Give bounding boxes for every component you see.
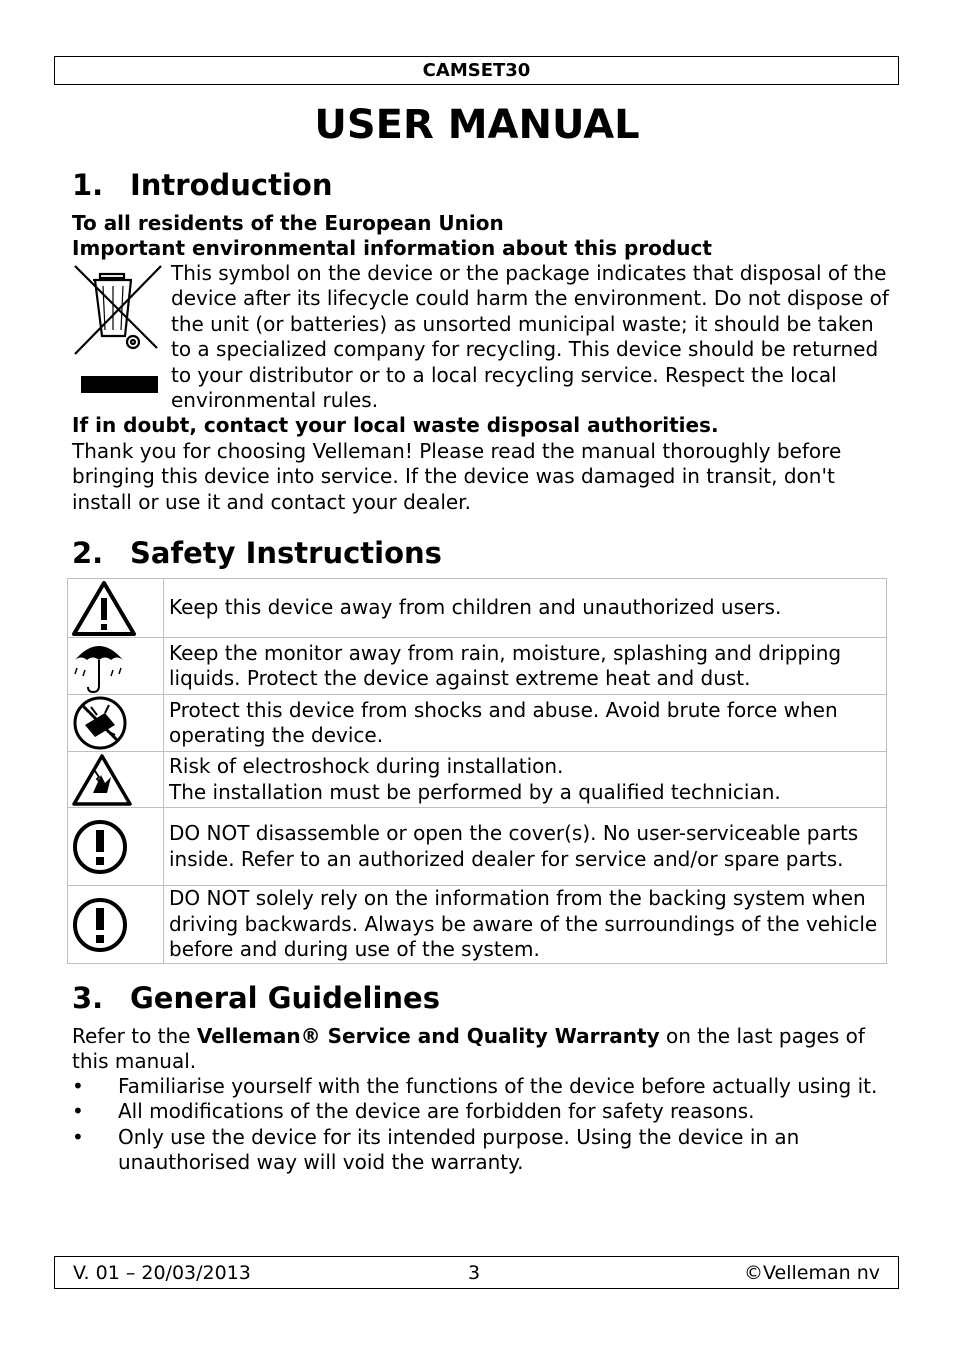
warranty-paragraph <box>72 1024 892 1075</box>
footer-copyright: ©Velleman nv <box>744 1262 880 1284</box>
list-item-text: All modifications of the device are forbidden for safety reasons. <box>118 1099 755 1124</box>
header-model: CAMSET30 <box>54 56 899 85</box>
section-title: General Guidelines <box>130 981 440 1015</box>
list-item <box>72 1074 892 1099</box>
safety-icon-cell <box>68 695 164 752</box>
eu-residents-subheading: To all residents of the European Union <box>72 211 504 235</box>
section-number: 2. <box>72 536 104 570</box>
warning-triangle-icon <box>71 579 137 637</box>
safety-row <box>68 808 887 886</box>
bullet: • <box>72 1124 84 1149</box>
weee-description: This symbol on the device or the package indicates that disposal of the device after its lifecycle could harm the environment. Do not dispose of the unit (or batteries) as unsorted municipal waste; it should be taken to a specialized company for recycling. This device should be returned to your distributor or to a local recycling service. Respect the local environmental rules. <box>171 261 889 413</box>
section-number: 3. <box>72 981 104 1015</box>
exclamation-circle-icon <box>71 896 129 954</box>
umbrella-rain-icon <box>71 638 127 694</box>
safety-row <box>68 886 887 964</box>
footer <box>54 1256 899 1289</box>
section-title: Safety Instructions <box>130 536 442 570</box>
footer-version: V. 01 – 20/03/2013 <box>73 1262 251 1284</box>
safety-row <box>68 752 887 808</box>
safety-icon-cell <box>68 638 164 695</box>
section-title: Introduction <box>130 168 333 202</box>
safety-row <box>68 638 887 695</box>
section-safety-heading <box>72 536 442 570</box>
guidelines-list <box>72 1074 892 1176</box>
warranty-text: Refer to the <box>72 1024 197 1048</box>
warranty-bold-text: Velleman® Service and Quality Warranty <box>196 1024 660 1048</box>
safety-text: Protect this device from shocks and abuse. Avoid brute force when operating the device. <box>164 695 887 752</box>
bullet: • <box>72 1074 84 1098</box>
footer-page-number: 3 <box>468 1262 481 1284</box>
document-title: USER MANUAL <box>314 102 640 148</box>
list-item <box>72 1125 892 1176</box>
warranty-text: on the last pages of this manual. <box>72 1024 865 1074</box>
environment-subheading: Important environmental information about this product <box>72 236 712 260</box>
safety-text: DO NOT solely rely on the information from the backing system when driving backwards. Always be aware of the surroundings of the vehicle before and during use of the system. <box>164 886 887 964</box>
safety-text: Keep the monitor away from rain, moisture, splashing and dripping liquids. Protect the device against extreme heat and dust. <box>164 638 887 695</box>
safety-table <box>67 578 887 964</box>
section-number: 1. <box>72 168 104 202</box>
safety-text: Keep this device away from children and unauthorized users. <box>164 579 887 638</box>
list-item-text: Only use the device for its intended purpose. Using the device in an unauthorised way will void the warranty. <box>118 1124 800 1175</box>
safety-row <box>68 579 887 638</box>
safety-icon-cell <box>68 579 164 638</box>
section-guidelines-heading <box>72 981 440 1015</box>
list-item <box>72 1099 892 1124</box>
safety-text-line: The installation must be performed by a qualified technician. <box>169 779 781 804</box>
thanks-paragraph: Thank you for choosing Velleman! Please read the manual thoroughly before bringing this device into service. If the device was damaged in transit, don't install or use it and contact your dealer. <box>72 439 842 514</box>
safety-row <box>68 695 887 752</box>
safety-icon-cell <box>68 886 164 964</box>
weee-bin-icon <box>73 262 163 397</box>
bullet: • <box>72 1099 84 1124</box>
electroshock-warning-icon <box>71 753 133 807</box>
safety-icon-cell <box>68 752 164 808</box>
no-shock-icon <box>71 695 129 751</box>
section-introduction-heading <box>72 168 333 202</box>
safety-text: DO NOT disassemble or open the cover(s). No user-serviceable parts inside. Refer to an authorized dealer for service and/or spare parts. <box>164 808 887 886</box>
safety-text <box>164 752 887 808</box>
safety-icon-cell <box>68 808 164 886</box>
safety-text-line: Risk of electroshock during installation. <box>169 754 564 779</box>
list-item-text: Familiarise yourself with the functions of the device before actually using it. <box>118 1074 878 1098</box>
waste-doubt-note: If in doubt, contact your local waste disposal authorities. <box>72 413 719 437</box>
exclamation-circle-icon <box>71 818 129 876</box>
